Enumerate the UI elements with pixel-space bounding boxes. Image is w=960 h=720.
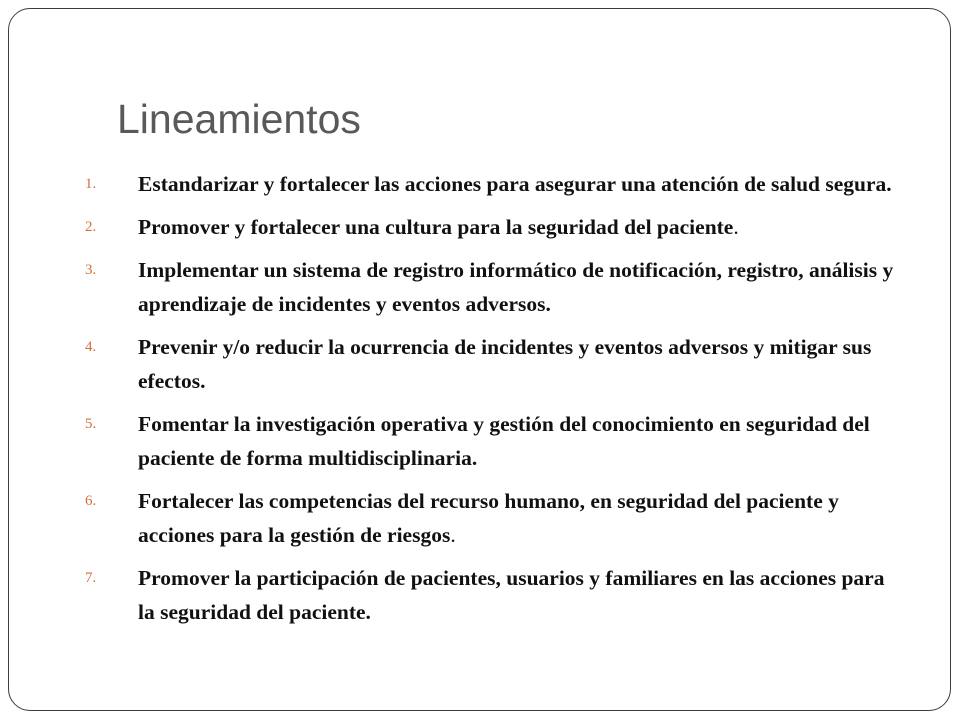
list-item-text (138, 484, 905, 552)
list-item-number: 3. (85, 262, 97, 278)
list-item-number: 1. (85, 176, 97, 192)
list-item-text (138, 167, 905, 201)
list-item-number: 2. (85, 219, 97, 235)
list-item-body: Estandarizar y fortalecer las acciones para asegurar una atención de salud segura. (138, 172, 892, 196)
list-item (85, 561, 905, 629)
list-item-body: Implementar un sistema de registro informático de notificación, registro, análisis y aprendizaje de incidentes y eventos adversos. (138, 258, 894, 316)
guidelines-list (85, 167, 905, 638)
list-item-number: 5. (85, 416, 97, 432)
list-item (85, 484, 905, 552)
list-item-body: Fomentar la investigación operativa y gestión del conocimiento en seguridad del paciente de forma multidisciplinaria. (138, 412, 870, 470)
list-item-end: . (450, 523, 456, 547)
slide-frame (8, 8, 951, 711)
list-item-number: 6. (85, 493, 97, 509)
list-item (85, 253, 905, 321)
list-item (85, 330, 905, 398)
list-item-text (138, 210, 905, 244)
list-item-text (138, 253, 905, 321)
list-item-end: . (733, 215, 739, 239)
list-item-body: Prevenir y/o reducir la ocurrencia de incidentes y eventos adversos y mitigar sus efectos. (138, 335, 872, 393)
list-item-body: Promover y fortalecer una cultura para la seguridad del paciente (138, 215, 734, 239)
list-item (85, 210, 905, 244)
list-item-text (138, 407, 905, 475)
list-item-text (138, 330, 905, 398)
list-item-text (138, 561, 905, 629)
list-item (85, 407, 905, 475)
list-item-number: 4. (85, 339, 97, 355)
list-item (85, 167, 905, 201)
list-item-body: Fortalecer las competencias del recurso humano, en seguridad del paciente y acciones para la gestión de riesgos (138, 489, 839, 547)
list-item-number: 7. (85, 570, 97, 586)
slide-title: Lineamientos (117, 96, 361, 142)
list-item-body: Promover la participación de pacientes, usuarios y familiares en las acciones para la seguridad del paciente. (138, 566, 885, 624)
